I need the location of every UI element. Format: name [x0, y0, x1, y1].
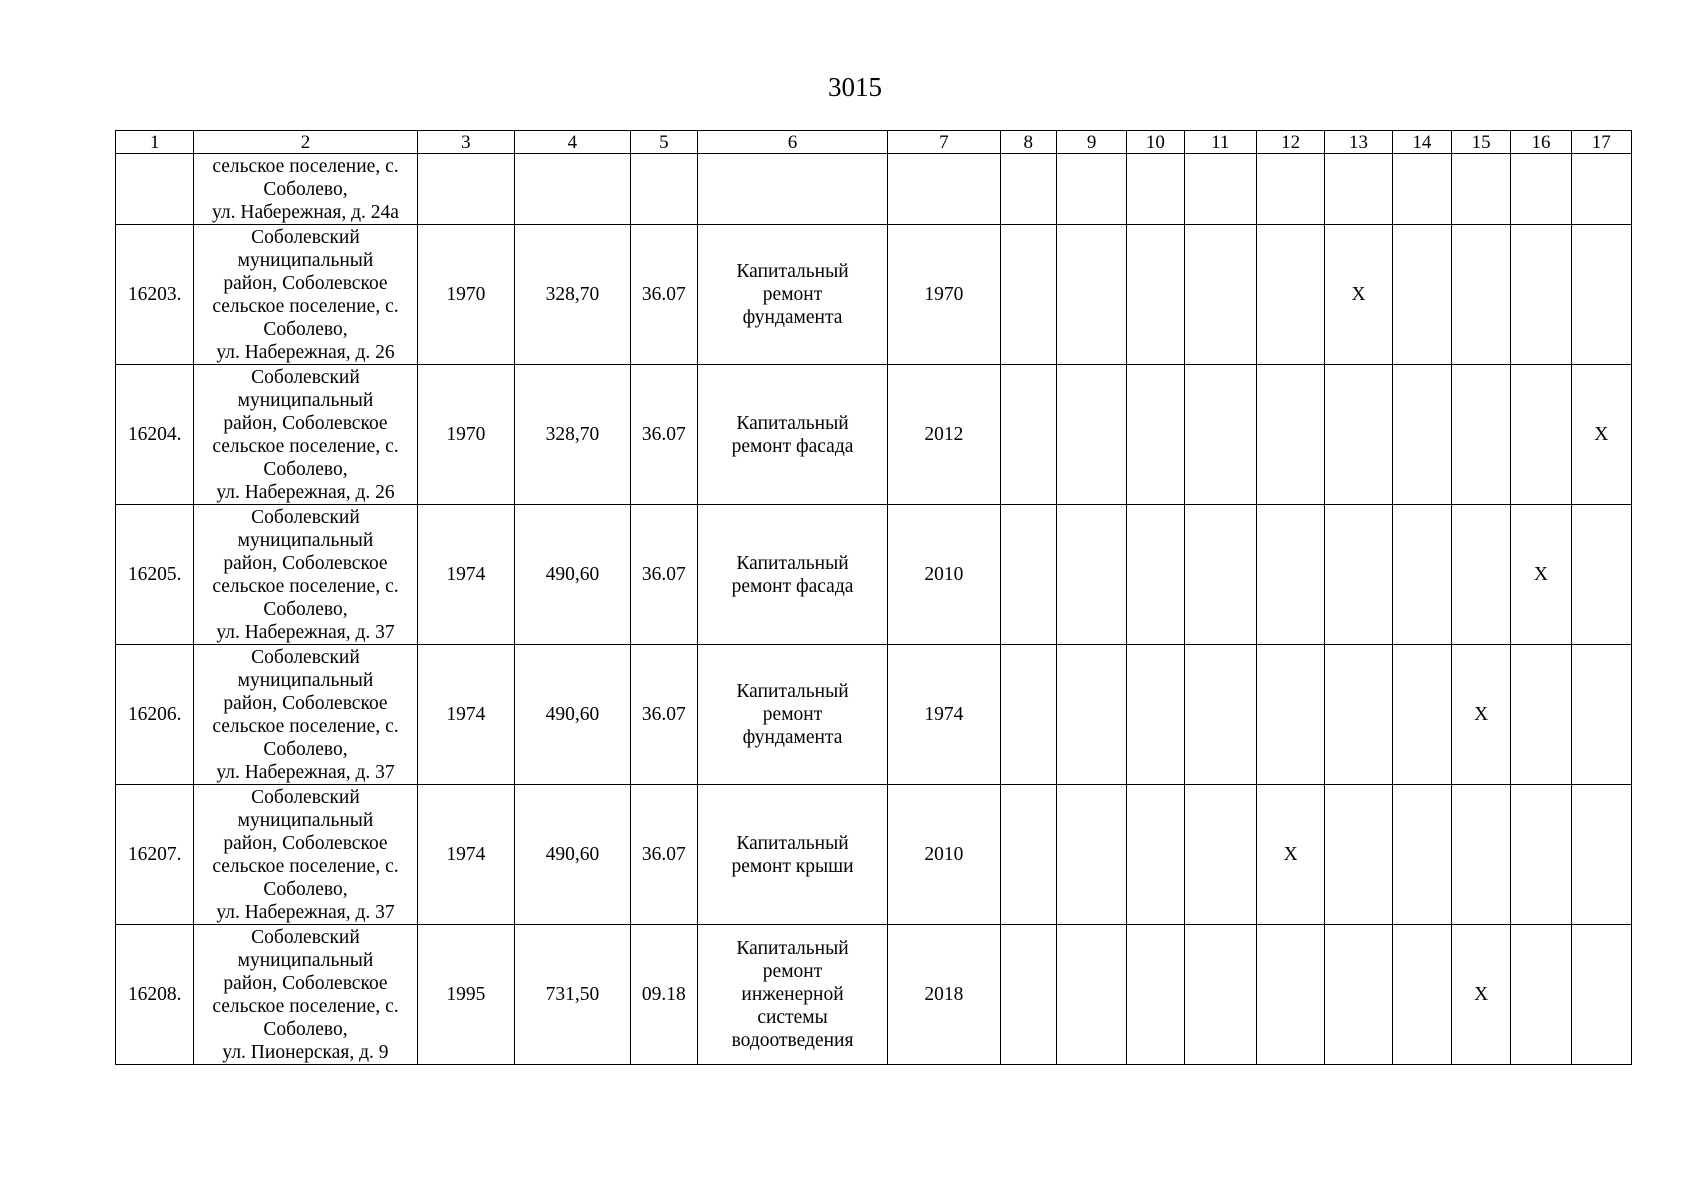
- table-row: [116, 365, 1632, 505]
- address-line: Соболево,: [263, 878, 348, 900]
- period-cell-col-15: [1451, 365, 1510, 505]
- period-cell-col-14: [1392, 645, 1451, 785]
- period-cell-col-12: [1256, 785, 1324, 925]
- last-repair-year: 1970: [888, 225, 1001, 365]
- period-cell-col-8: [1000, 785, 1056, 925]
- period-cell-col-11: [1184, 925, 1256, 1065]
- column-header-16: 16: [1511, 131, 1571, 154]
- work-line: ремонт крыши: [731, 855, 854, 877]
- cell-col-17: [1571, 154, 1631, 225]
- address-line: муниципальный: [237, 249, 374, 271]
- commissioning-year: 1974: [417, 645, 515, 785]
- x-mark: X: [1351, 284, 1366, 305]
- commissioning-year: 1974: [417, 785, 515, 925]
- period-cell-col-10: [1127, 785, 1184, 925]
- period-cell-col-8: [1000, 645, 1056, 785]
- cell-col-10: [1127, 154, 1184, 225]
- cell-col-16: [1511, 154, 1571, 225]
- column-header-11: 11: [1184, 131, 1256, 154]
- header-row: [116, 131, 1632, 154]
- record-number: 16206.: [116, 645, 194, 785]
- period-cell-col-10: [1127, 365, 1184, 505]
- address-line: Соболевский: [251, 226, 360, 248]
- cell-col-1: [116, 154, 194, 225]
- period-cell-col-14: [1392, 785, 1451, 925]
- work-line: ремонт: [762, 284, 823, 305]
- work-type-cell: [698, 785, 888, 925]
- column-header-10: 10: [1127, 131, 1184, 154]
- address-cell: [194, 645, 417, 785]
- column-header-4: 4: [515, 131, 631, 154]
- period-cell-col-16: [1511, 225, 1571, 365]
- address-line: Соболевский: [251, 926, 360, 948]
- table-row: [116, 505, 1632, 645]
- table-row: [116, 225, 1632, 365]
- period-cell-col-16: [1511, 505, 1571, 645]
- work-type-cell: [698, 505, 888, 645]
- cell-col-3: [417, 154, 515, 225]
- cell-col-11: [1184, 154, 1256, 225]
- period-cell-col-16: [1511, 785, 1571, 925]
- address-line: Соболево,: [263, 178, 348, 200]
- last-repair-year: 2010: [888, 505, 1001, 645]
- address-cell: [194, 925, 417, 1065]
- table-row: [116, 925, 1632, 1065]
- column-header-7: 7: [888, 131, 1001, 154]
- period-cell-col-10: [1127, 505, 1184, 645]
- column-header-13: 13: [1325, 131, 1392, 154]
- address-line: Соболево,: [263, 1018, 348, 1040]
- address-line: ул. Набережная, д. 26: [216, 481, 395, 503]
- address-line: ул. Набережная, д. 37: [216, 761, 395, 783]
- period-cell-col-15: [1451, 785, 1510, 925]
- column-header-8: 8: [1000, 131, 1056, 154]
- work-type-cell: [698, 225, 888, 365]
- record-number: 16205.: [116, 505, 194, 645]
- period-cell-col-17: [1571, 365, 1631, 505]
- period-cell-col-17: [1571, 785, 1631, 925]
- period-cell-col-15: [1451, 505, 1510, 645]
- address-line: сельское поселение, с.: [212, 295, 399, 317]
- address-cell: [194, 785, 417, 925]
- period-cell-col-8: [1000, 925, 1056, 1065]
- work-line: фундамента: [742, 307, 843, 328]
- commissioning-year: 1974: [417, 505, 515, 645]
- work-type-cell: [698, 645, 888, 785]
- period-cell-col-9: [1056, 365, 1126, 505]
- address-line: муниципальный: [237, 949, 374, 971]
- period-cell-col-11: [1184, 505, 1256, 645]
- area-cell: 490,60: [515, 785, 631, 925]
- period-cell-col-13: [1325, 785, 1392, 925]
- code-cell: 09.18: [630, 925, 697, 1065]
- x-mark: X: [1283, 844, 1298, 865]
- commissioning-year: 1970: [417, 225, 515, 365]
- repair-schedule-table: [115, 130, 1632, 1065]
- period-cell-col-14: [1392, 225, 1451, 365]
- x-mark: X: [1474, 984, 1489, 1005]
- period-cell-col-17: [1571, 505, 1631, 645]
- area-cell: 490,60: [515, 645, 631, 785]
- column-header-2: 2: [194, 131, 417, 154]
- address-line: район, Соболевское: [223, 972, 388, 994]
- column-header-6: 6: [698, 131, 888, 154]
- column-header-17: 17: [1571, 131, 1631, 154]
- period-cell-col-15: [1451, 925, 1510, 1065]
- table-body: [116, 131, 1632, 1065]
- cell-col-12: [1256, 154, 1324, 225]
- code-cell: 36.07: [630, 785, 697, 925]
- cell-col-13: [1325, 154, 1392, 225]
- code-cell: 36.07: [630, 645, 697, 785]
- area-cell: 731,50: [515, 925, 631, 1065]
- work-line: Капитальный: [736, 552, 849, 574]
- cell-col-9: [1056, 154, 1126, 225]
- period-cell-col-12: [1256, 365, 1324, 505]
- work-line: инженерной: [741, 984, 844, 1005]
- code-cell: 36.07: [630, 225, 697, 365]
- period-cell-col-11: [1184, 785, 1256, 925]
- address-line: Соболевский: [251, 506, 360, 528]
- period-cell-col-15: [1451, 225, 1510, 365]
- period-cell-col-9: [1056, 645, 1126, 785]
- period-cell-col-14: [1392, 505, 1451, 645]
- cell-col-7: [888, 154, 1001, 225]
- cell-col-6: [698, 154, 888, 225]
- address-line: ул. Набережная, д. 24а: [212, 201, 399, 223]
- cell-col-14: [1392, 154, 1451, 225]
- column-header-12: 12: [1256, 131, 1324, 154]
- last-repair-year: 2018: [888, 925, 1001, 1065]
- address-line: ул. Набережная, д. 26: [216, 341, 395, 363]
- work-line: Капитальный: [736, 681, 849, 702]
- address-line: сельское поселение, с.: [212, 995, 399, 1017]
- period-cell-col-9: [1056, 505, 1126, 645]
- work-line: Капитальный: [736, 832, 849, 854]
- record-number: 16208.: [116, 925, 194, 1065]
- period-cell-col-8: [1000, 225, 1056, 365]
- address-line: район, Соболевское: [223, 552, 388, 574]
- address-line: муниципальный: [237, 389, 374, 411]
- period-cell-col-15: [1451, 645, 1510, 785]
- work-type-cell: [698, 365, 888, 505]
- period-cell-col-9: [1056, 225, 1126, 365]
- period-cell-col-13: [1325, 225, 1392, 365]
- x-mark: X: [1533, 564, 1548, 585]
- work-line: ремонт: [762, 704, 823, 725]
- address-line: Соболевский: [251, 366, 360, 388]
- cell-col-15: [1451, 154, 1510, 225]
- column-header-15: 15: [1451, 131, 1510, 154]
- last-repair-year: 2012: [888, 365, 1001, 505]
- area-cell: 328,70: [515, 365, 631, 505]
- cell-col-5: [630, 154, 697, 225]
- period-cell-col-13: [1325, 505, 1392, 645]
- address-line: сельское поселение, с.: [212, 435, 399, 457]
- column-header-5: 5: [630, 131, 697, 154]
- table-row: [116, 785, 1632, 925]
- address-line: Соболево,: [263, 318, 348, 340]
- address-line: сельское поселение, с.: [212, 155, 399, 177]
- period-cell-col-12: [1256, 925, 1324, 1065]
- address-cell: [194, 225, 417, 365]
- period-cell-col-11: [1184, 365, 1256, 505]
- area-cell: 490,60: [515, 505, 631, 645]
- period-cell-col-8: [1000, 365, 1056, 505]
- address-line: район, Соболевское: [223, 272, 388, 294]
- period-cell-col-8: [1000, 505, 1056, 645]
- period-cell-col-10: [1127, 645, 1184, 785]
- period-cell-col-17: [1571, 925, 1631, 1065]
- page-number: 3015: [828, 72, 882, 102]
- column-header-3: 3: [417, 131, 515, 154]
- work-type-cell: [698, 925, 888, 1065]
- period-cell-col-17: [1571, 645, 1631, 785]
- x-mark: X: [1594, 424, 1609, 445]
- period-cell-col-11: [1184, 645, 1256, 785]
- address-line: муниципальный: [237, 529, 374, 551]
- period-cell-col-9: [1056, 785, 1126, 925]
- address-line: ул. Набережная, д. 37: [216, 621, 395, 643]
- area-cell: 328,70: [515, 225, 631, 365]
- period-cell-col-13: [1325, 365, 1392, 505]
- address-line: сельское поселение, с.: [212, 855, 399, 877]
- address-line: ул. Пионерская, д. 9: [222, 1041, 389, 1063]
- period-cell-col-12: [1256, 505, 1324, 645]
- continuation-row: [116, 154, 1632, 225]
- period-cell-col-16: [1511, 645, 1571, 785]
- period-cell-col-16: [1511, 365, 1571, 505]
- record-number: 16204.: [116, 365, 194, 505]
- work-line: Капитальный: [736, 938, 849, 959]
- period-cell-col-17: [1571, 225, 1631, 365]
- work-line: водоотведения: [731, 1030, 854, 1051]
- address-line: муниципальный: [237, 669, 374, 691]
- work-line: ремонт: [762, 961, 823, 982]
- cell-col-4: [515, 154, 631, 225]
- address-line: Соболево,: [263, 598, 348, 620]
- code-cell: 36.07: [630, 365, 697, 505]
- address-cell: [194, 365, 417, 505]
- period-cell-col-13: [1325, 925, 1392, 1065]
- period-cell-col-12: [1256, 645, 1324, 785]
- work-line: ремонт фасада: [731, 435, 854, 457]
- work-line: системы: [757, 1007, 828, 1028]
- record-number: 16207.: [116, 785, 194, 925]
- work-line: ремонт фасада: [731, 575, 854, 597]
- cell-col-8: [1000, 154, 1056, 225]
- column-header-14: 14: [1392, 131, 1451, 154]
- table-row: [116, 645, 1632, 785]
- address-line: ул. Набережная, д. 37: [216, 901, 395, 923]
- address-line: муниципальный: [237, 809, 374, 831]
- period-cell-col-12: [1256, 225, 1324, 365]
- address-line: Соболевский: [251, 646, 360, 668]
- period-cell-col-10: [1127, 925, 1184, 1065]
- period-cell-col-14: [1392, 925, 1451, 1065]
- last-repair-year: 2010: [888, 785, 1001, 925]
- address-cell: [194, 505, 417, 645]
- address-line: район, Соболевское: [223, 692, 388, 714]
- period-cell-col-9: [1056, 925, 1126, 1065]
- last-repair-year: 1974: [888, 645, 1001, 785]
- record-number: 16203.: [116, 225, 194, 365]
- x-mark: X: [1474, 704, 1489, 725]
- cell-col-2: [194, 154, 417, 225]
- address-line: сельское поселение, с.: [212, 715, 399, 737]
- address-line: район, Соболевское: [223, 412, 388, 434]
- work-line: Капитальный: [736, 261, 849, 282]
- address-line: район, Соболевское: [223, 832, 388, 854]
- commissioning-year: 1970: [417, 365, 515, 505]
- address-line: Соболево,: [263, 458, 348, 480]
- commissioning-year: 1995: [417, 925, 515, 1065]
- column-header-1: 1: [116, 131, 194, 154]
- period-cell-col-16: [1511, 925, 1571, 1065]
- column-header-9: 9: [1056, 131, 1126, 154]
- period-cell-col-11: [1184, 225, 1256, 365]
- work-line: Капитальный: [736, 412, 849, 434]
- work-line: фундамента: [742, 727, 843, 748]
- period-cell-col-13: [1325, 645, 1392, 785]
- period-cell-col-14: [1392, 365, 1451, 505]
- code-cell: 36.07: [630, 505, 697, 645]
- address-line: сельское поселение, с.: [212, 575, 399, 597]
- address-line: Соболево,: [263, 738, 348, 760]
- address-line: Соболевский: [251, 786, 360, 808]
- period-cell-col-10: [1127, 225, 1184, 365]
